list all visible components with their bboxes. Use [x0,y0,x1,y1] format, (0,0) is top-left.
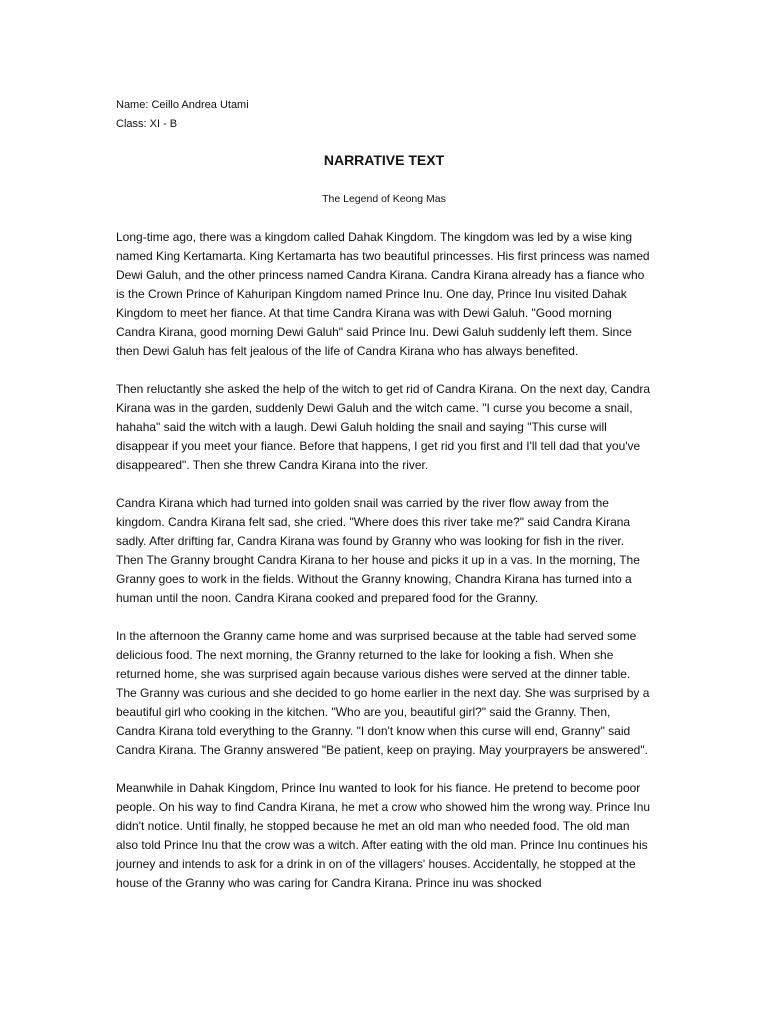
document-title: NARRATIVE TEXT [323,152,445,168]
paragraph-4: In the afternoon the Granny came home and was surprised because at the table had served some delicious food. The next morning, the Granny returned to the lake for looking a fish. When she returned home, she was surprised again because various dishes were served at the dinner table. The Granny was curious and she decided to go home earlier in the next day. She was surprised by a beautiful girl who cooking in the kitchen. "Who are you, beautiful girl?" said the Granny. Then, Candra Kirana told everything to the Granny. "I don't know when this curse will end, Granny" said Candra Kirana. The Granny answered "Be patient, keep on praying. May yourprayers be answered". [116,629,650,757]
story-body [116,228,652,912]
paragraph-3: Candra Kirana which had turned into golden snail was carried by the river flow away from the kingdom. Candra Kirana felt sad, she cried. "Where does this river take me?" said Candra Kirana sadly. After drifting far, Candra Kirana was found by Granny who was looking for fish in the river. Then The Granny brought Candra Kirana to her house and picks it up in a vas. In the morning, The Granny goes to work in the fields. Without the Granny knowing, Chandra Kirana has turned into a human until the noon. Candra Kirana cooked and prepared food for the Granny. [116,496,640,605]
paragraph-5: Meanwhile in Dahak Kingdom, Prince Inu wanted to look for his fiance. He pretend to become poor people. On his way to find Candra Kirana, he met a crow who showed him the wrong way. Prince Inu didn't notice. Until finally, he stopped because he met an old man who needed food. The old man also told Prince Inu that the crow was a witch. After eating with the old man. Prince Inu continues his journey and intends to ask for a drink in on of the villagers' houses. Accidentally, he stopped at the house of the Granny who was caring for Candra Kirana. Prince inu was shocked [116,781,651,890]
paragraph-2: Then reluctantly she asked the help of the witch to get rid of Candra Kirana. On the next day, Candra Kirana was in the garden, suddenly Dewi Galuh and the witch came. "I curse you become a snail, hahaha" said the witch with a laugh. Dewi Galuh holding the snail and saying "This curse will disappear if you meet your fiance. Before that happens, I get rid you first and I'll tell dad that you've disappeared". Then she threw Candra Kirana into the river. [116,382,651,472]
paragraph-1: Long-time ago, there was a kingdom called Dahak Kingdom. The kingdom was led by a wise king named King Kertamarta. King Kertamarta has two beautiful princesses. His first princess was named Dewi Galuh, and the other princess named Candra Kirana. Candra Kirana already has a fiance who is the Crown Prince of Kahuripan Kingdom named Prince Inu. One day, Prince Inu visited Dahak Kingdom to meet her fiance. At that time Candra Kirana was with Dewi Galuh. "Good morning Candra Kirana, good morning Dewi Galuh" said Prince Inu. Dewi Galuh suddenly left them. Since then Dewi Galuh has felt jealous of the life of Candra Kirana who has always benefited. [116,230,650,358]
story-title: The Legend of Keong Mas [322,193,446,205]
student-name: Name: Ceillo Andrea Utami [116,99,249,111]
student-class: Class: XI - B [116,118,178,130]
student-info [116,96,516,134]
